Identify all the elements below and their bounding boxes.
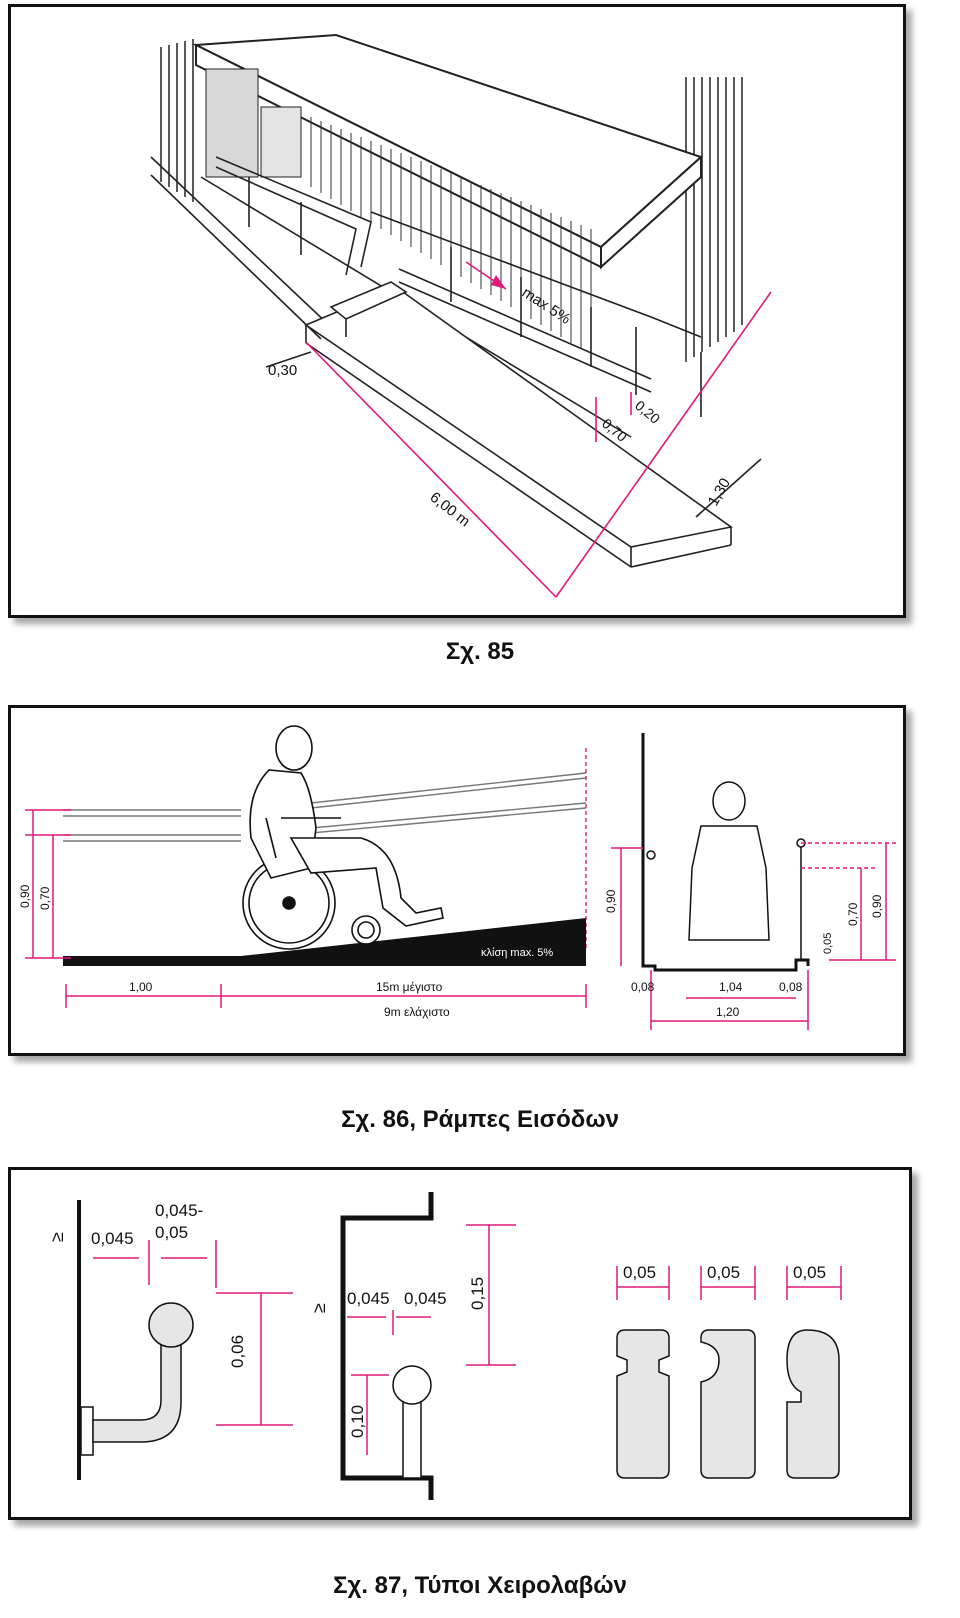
section-rail-70: 0,70 [846,902,860,926]
landing-depth-label: 0,30 [268,362,298,379]
ramp-width-label: 1,30 [704,475,735,509]
ramp-perspective-drawing [11,7,903,615]
gap-a-label: 0,045 [91,1229,134,1248]
profile-1-label: 0,05 [623,1263,657,1282]
gap-b-label: 0,045 [347,1289,390,1308]
height-b-label: 0,15 [468,1276,487,1310]
drop-a-label: 0,06 [228,1334,247,1368]
section-clear-width: 1,04 [719,980,743,994]
section-curb-height: 0,05 [822,932,834,954]
ramp-length-label: 6,00 m [426,488,474,531]
figure-85-caption: Σχ. 85 [445,638,515,665]
rail-low-label: 0,70 [599,415,631,445]
handrail-lines [63,773,586,841]
profile-3 [787,1330,839,1478]
handrail-profiles [617,1330,839,1478]
figure-87-panel [8,1167,912,1520]
slope-label: max 5% [518,284,574,328]
figure-85-panel [8,4,906,618]
type-b-dimensions [347,1225,516,1455]
handrail-types-drawing [11,1170,909,1517]
rail-gap-label: 0,20 [632,397,664,427]
depth-b-label: 0,10 [348,1404,367,1438]
profile-1 [617,1330,669,1478]
wheelchair-user-front [647,782,805,960]
type-a-dimensions [93,1240,293,1425]
rail-height-upper: 0,90 [18,884,32,908]
section-curb-left: 0,08 [631,980,655,994]
max-run: 15m μέγιστο [376,980,443,994]
ge-symbol-a: ≥ [47,1232,67,1242]
profile-2 [701,1330,755,1478]
handrail-type-b [343,1192,431,1500]
figure-86-panel [8,705,906,1056]
min-run: 9m ελάχιστο [384,1005,450,1019]
profile-3-label: 0,05 [793,1263,827,1282]
landing-length: 1,00 [129,980,153,994]
ge-symbol-b: ≥ [309,1303,329,1313]
profile-2-label: 0,05 [707,1263,741,1282]
ramp-section-drawing [11,708,903,1053]
section-rail-90b: 0,90 [870,894,884,918]
figure-87-caption: Σχ. 87, Τύποι Χειρολαβών [333,1572,627,1599]
wheelchair-user-side [243,726,443,949]
rail-height-lower: 0,70 [38,886,52,910]
section-curb-right: 0,08 [779,980,803,994]
section-rail-90: 0,90 [604,889,618,913]
section-total-width: 1,20 [716,1005,740,1019]
figure-86-caption: Σχ. 86, Ράμπες Εισόδων [341,1106,619,1133]
diameter-a-line1: 0,045- [155,1201,204,1220]
slope-text: κλίση max. 5% [481,947,554,959]
dia-b-label: 0,045 [404,1289,447,1308]
diameter-a-line2: 0,05 [155,1223,189,1242]
